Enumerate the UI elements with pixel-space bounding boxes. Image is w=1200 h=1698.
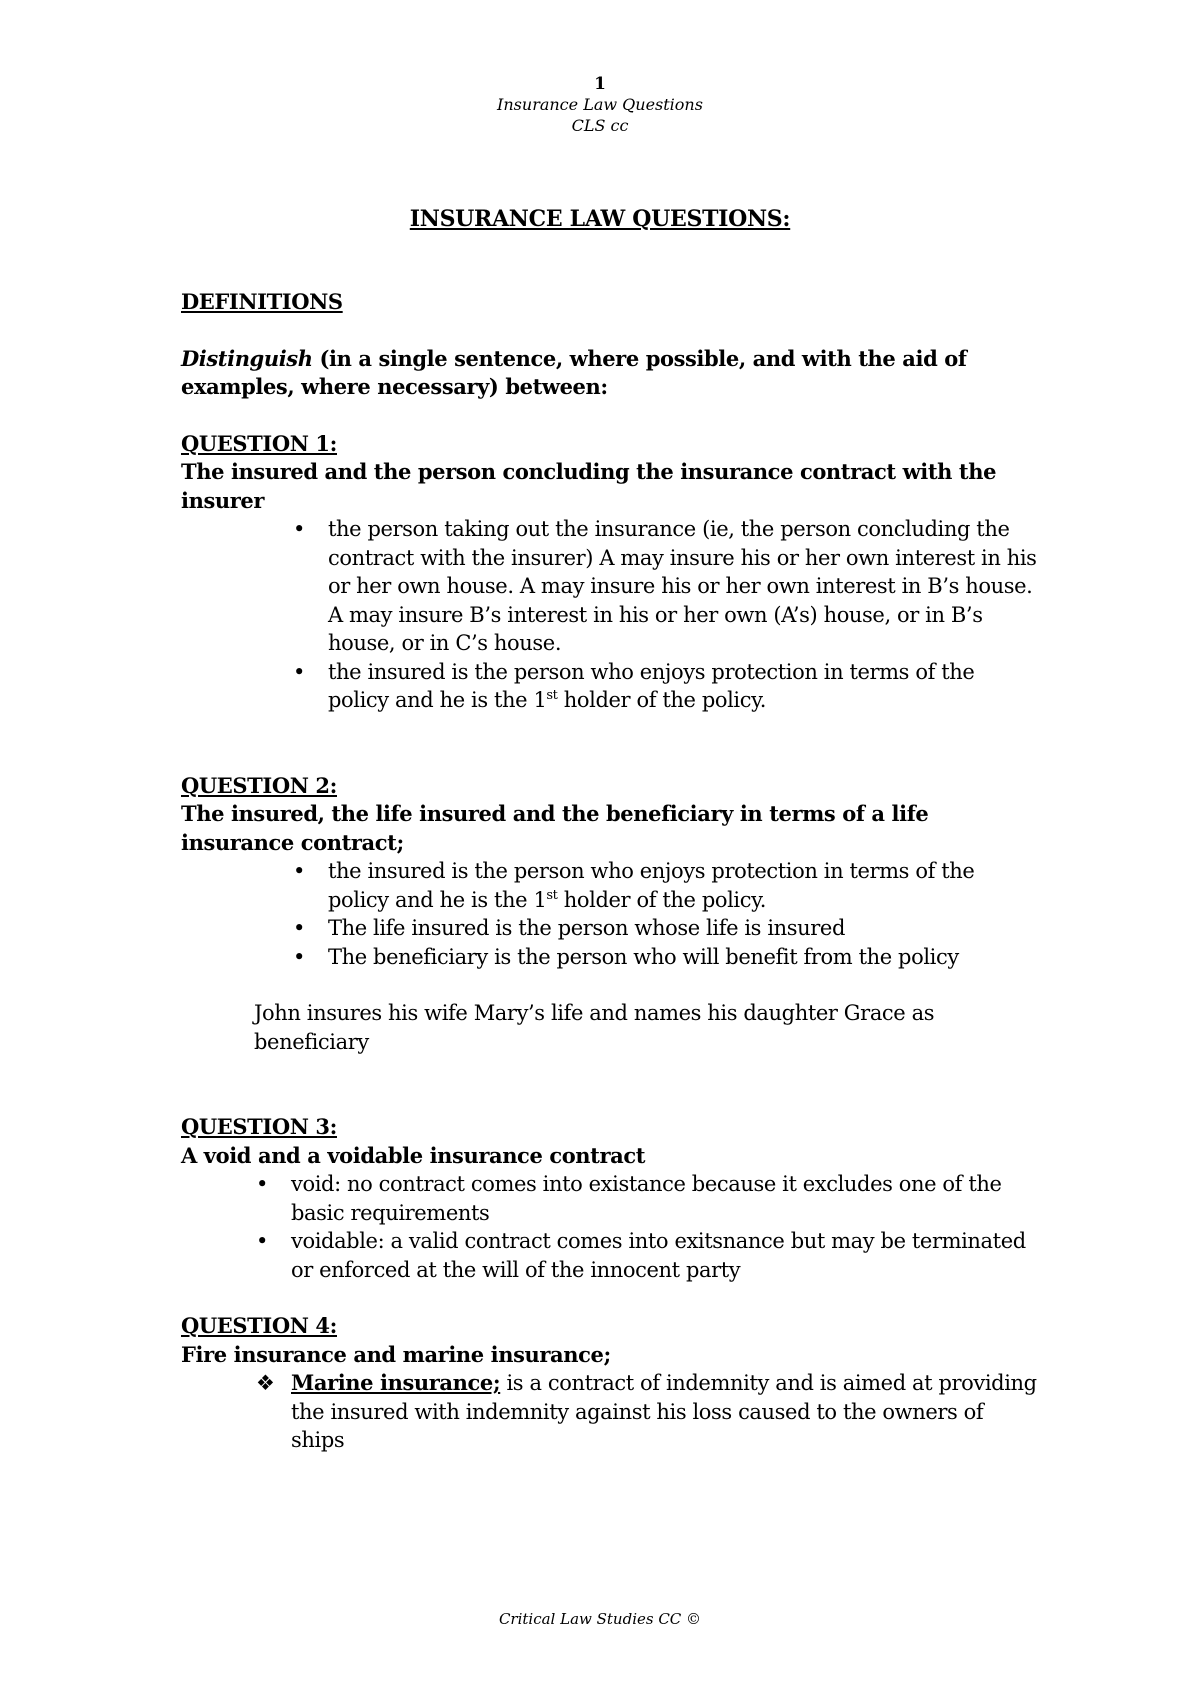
question-1-answer-list: [181, 515, 1041, 715]
list-item-text: voidable: a valid contract comes into exitsnance but may be terminated or enforced at the will of the innocent party: [291, 1229, 1026, 1282]
bullet-icon: •: [293, 517, 305, 541]
superscript: st: [546, 887, 558, 903]
question-1-topic: The insured and the person concluding the insurance contract with the insurer: [181, 459, 997, 513]
bullet-icon: •: [293, 859, 305, 883]
document-body: [181, 288, 1041, 1455]
list-item-text: the insured is the person who enjoys protection in terms of the policy and he is the 1: [328, 859, 975, 912]
running-header-title: Insurance Law Questions: [497, 95, 703, 114]
list-item-text: holder of the policy.: [557, 688, 767, 712]
list-item: [181, 914, 1041, 943]
question-2-label: QUESTION 2:: [181, 772, 337, 798]
bullet-icon: •: [256, 1229, 268, 1253]
marine-insurance-term: Marine insurance;: [291, 1370, 501, 1395]
list-item: [181, 1369, 1041, 1455]
list-item: [181, 515, 1041, 658]
instruction-text: (in a single sentence, where possible, and with the aid of examples, where necessary) between:: [181, 345, 967, 399]
bullet-icon: •: [293, 944, 305, 969]
running-header-subtitle: CLS cc: [571, 116, 629, 135]
list-item-text: The life insured is the person whose life is insured: [328, 916, 845, 940]
question-3-label: QUESTION 3:: [181, 1114, 337, 1139]
list-item: [181, 857, 1041, 914]
question-3-topic: A void and a voidable insurance contract: [181, 1142, 646, 1168]
question-4-label: QUESTION 4:: [181, 1313, 337, 1338]
list-item: [181, 658, 1041, 715]
list-item-text: is a contract of indemnity and is aimed at providing the insured with indemnity against his loss caused to the owners of ships: [291, 1371, 1037, 1452]
diamond-bullet-icon: ❖: [256, 1371, 275, 1395]
list-item: [181, 1227, 1041, 1284]
bullet-icon: •: [293, 916, 305, 940]
bullet-icon: •: [256, 1172, 268, 1196]
list-item: [181, 1170, 1041, 1227]
list-item-text: void: no contract comes into existance because it excludes one of the basic requirements: [291, 1172, 1002, 1225]
question-2-topic: The insured, the life insured and the beneficiary in terms of a life insurance contract;: [181, 801, 929, 855]
bullet-icon: •: [293, 659, 305, 684]
list-item: [181, 943, 1041, 972]
list-item-text: the insured is the person who enjoys protection in terms of the policy and he is the 1: [328, 659, 975, 712]
superscript: st: [546, 688, 558, 703]
section-heading-definitions: DEFINITIONS: [181, 289, 343, 314]
question-4-topic: Fire insurance and marine insurance;: [181, 1341, 611, 1367]
page-footer: Critical Law Studies CC ©: [498, 1610, 702, 1628]
question-2-answer-list: [181, 857, 1041, 971]
page-number: 1: [594, 74, 606, 94]
instruction-lead: Distinguish: [181, 345, 313, 371]
list-item-text: the person taking out the insurance (ie, the person concluding the contract with the insurer) A may insure his or her own interest in his or her own house. A may insure his or her own interest in B’s house. A may insure B’s interest in his or her own (A’s) house, or in B’s house, or in C’s house.: [328, 517, 1037, 655]
instruction-paragraph: [181, 345, 1041, 402]
document-title: INSURANCE LAW QUESTIONS:: [409, 206, 791, 232]
list-item-text: holder of the policy.: [557, 887, 767, 912]
question-2-example: John insures his wife Mary’s life and names his daughter Grace as beneficiary: [254, 1001, 935, 1054]
question-3-answer-list: [181, 1170, 1041, 1284]
question-1-label: QUESTION 1:: [181, 430, 337, 456]
question-4-answer-list: [181, 1369, 1041, 1455]
list-item-text: The beneficiary is the person who will benefit from the policy: [328, 944, 959, 969]
